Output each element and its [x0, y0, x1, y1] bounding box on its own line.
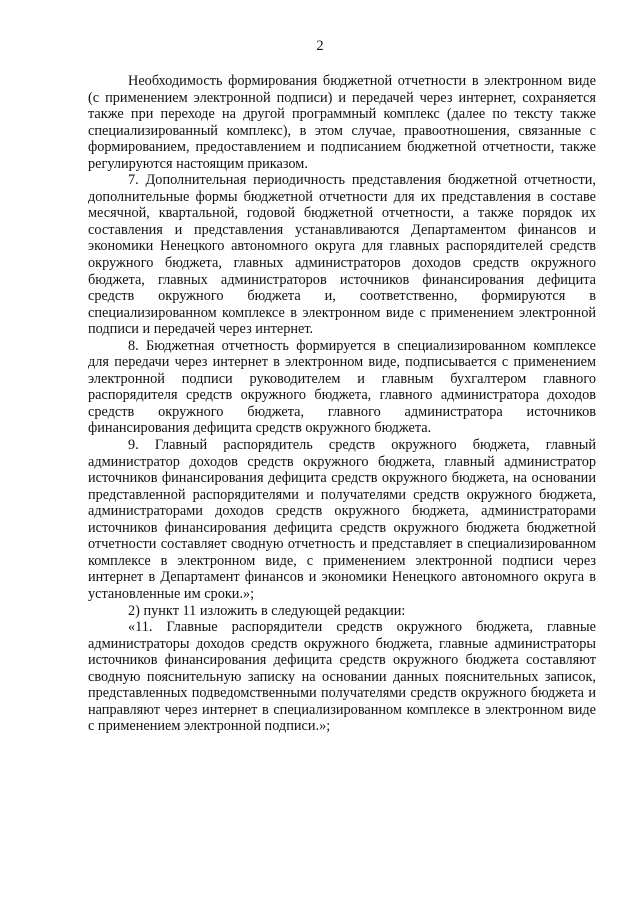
paragraph-item-8: 8. Бюджетная отчетность формируется в специализированном комплексе для передачи через интернет в электронном виде, подписывается с применением электронной подписи руководителем и главным бухгалтером главного распорядителя средств окружного бюджета, главного администратора доходов средств окружного бюджета, главного администратора источников финансирования дефицита средств окружного бюджета. [88, 337, 596, 437]
paragraph-item-11: «11. Главные распорядители средств окружного бюджета, главные администраторы доходов средств окружного бюджета, главные администраторы источников финансирования дефицита средств окружного бюджета составляют сводную пояснительную записку на основании данных пояснительных записок, представленных подведомственными получателями средств окружного бюджета и направляют через интернет в специализированном комплексе в электронном виде с применением электронной подписи.»; [88, 619, 596, 735]
paragraph-item-7: 7. Дополнительная периодичность представления бюджетной отчетности, дополнительные формы бюджетной отчетности для их представления в составе месячной, квартальной, годовой бюджетной отчетности, а также порядок их составления и представления устанавливаются Департаментом финансов и экономики Ненецкого автономного округа для главных распорядителей средств окружного бюджета, главных администраторов доходов средств окружного бюджета, главных администраторов источников финансирования дефицита средств окружного бюджета и, соответственно, формируются в специализированном комплексе в электронном виде с применением электронной подписи и передачей через интернет. [88, 172, 596, 338]
document-body [88, 73, 596, 735]
paragraph-item-9: 9. Главный распорядитель средств окружного бюджета, главный администратор доходов средств окружного бюджета, главный администратор источников финансирования дефицита средств окружного бюджета, на основании представленной распорядителями и получателями средств окружного бюджета, администраторами доходов средств окружного бюджета, администраторами источников финансирования дефицита средств окружного бюджета бюджетной отчетности составляет сводную отчетность и представляет в специализированном комплексе в электронном виде, с применением электронной подписи через интернет в Департамент финансов и экономики Ненецкого автономного округа в установленные им сроки.»; [88, 437, 596, 602]
paragraph-amendment-point-11: 2) пункт 11 изложить в следующей редакции: [128, 602, 406, 619]
paragraph-electronic-reporting: Необходимость формирования бюджетной отчетности в электронном виде (с применением электронной подписи) и передачей через интернет, сохраняется также при переходе на другой программный комплекс (далее по тексту также специализированный комплекс), в этом случае, правоотношения, связанные с формированием, предоставлением и подписанием бюджетной отчетности, также регулируются настоящим приказом. [88, 73, 596, 172]
page-number: 2 [316, 38, 324, 54]
